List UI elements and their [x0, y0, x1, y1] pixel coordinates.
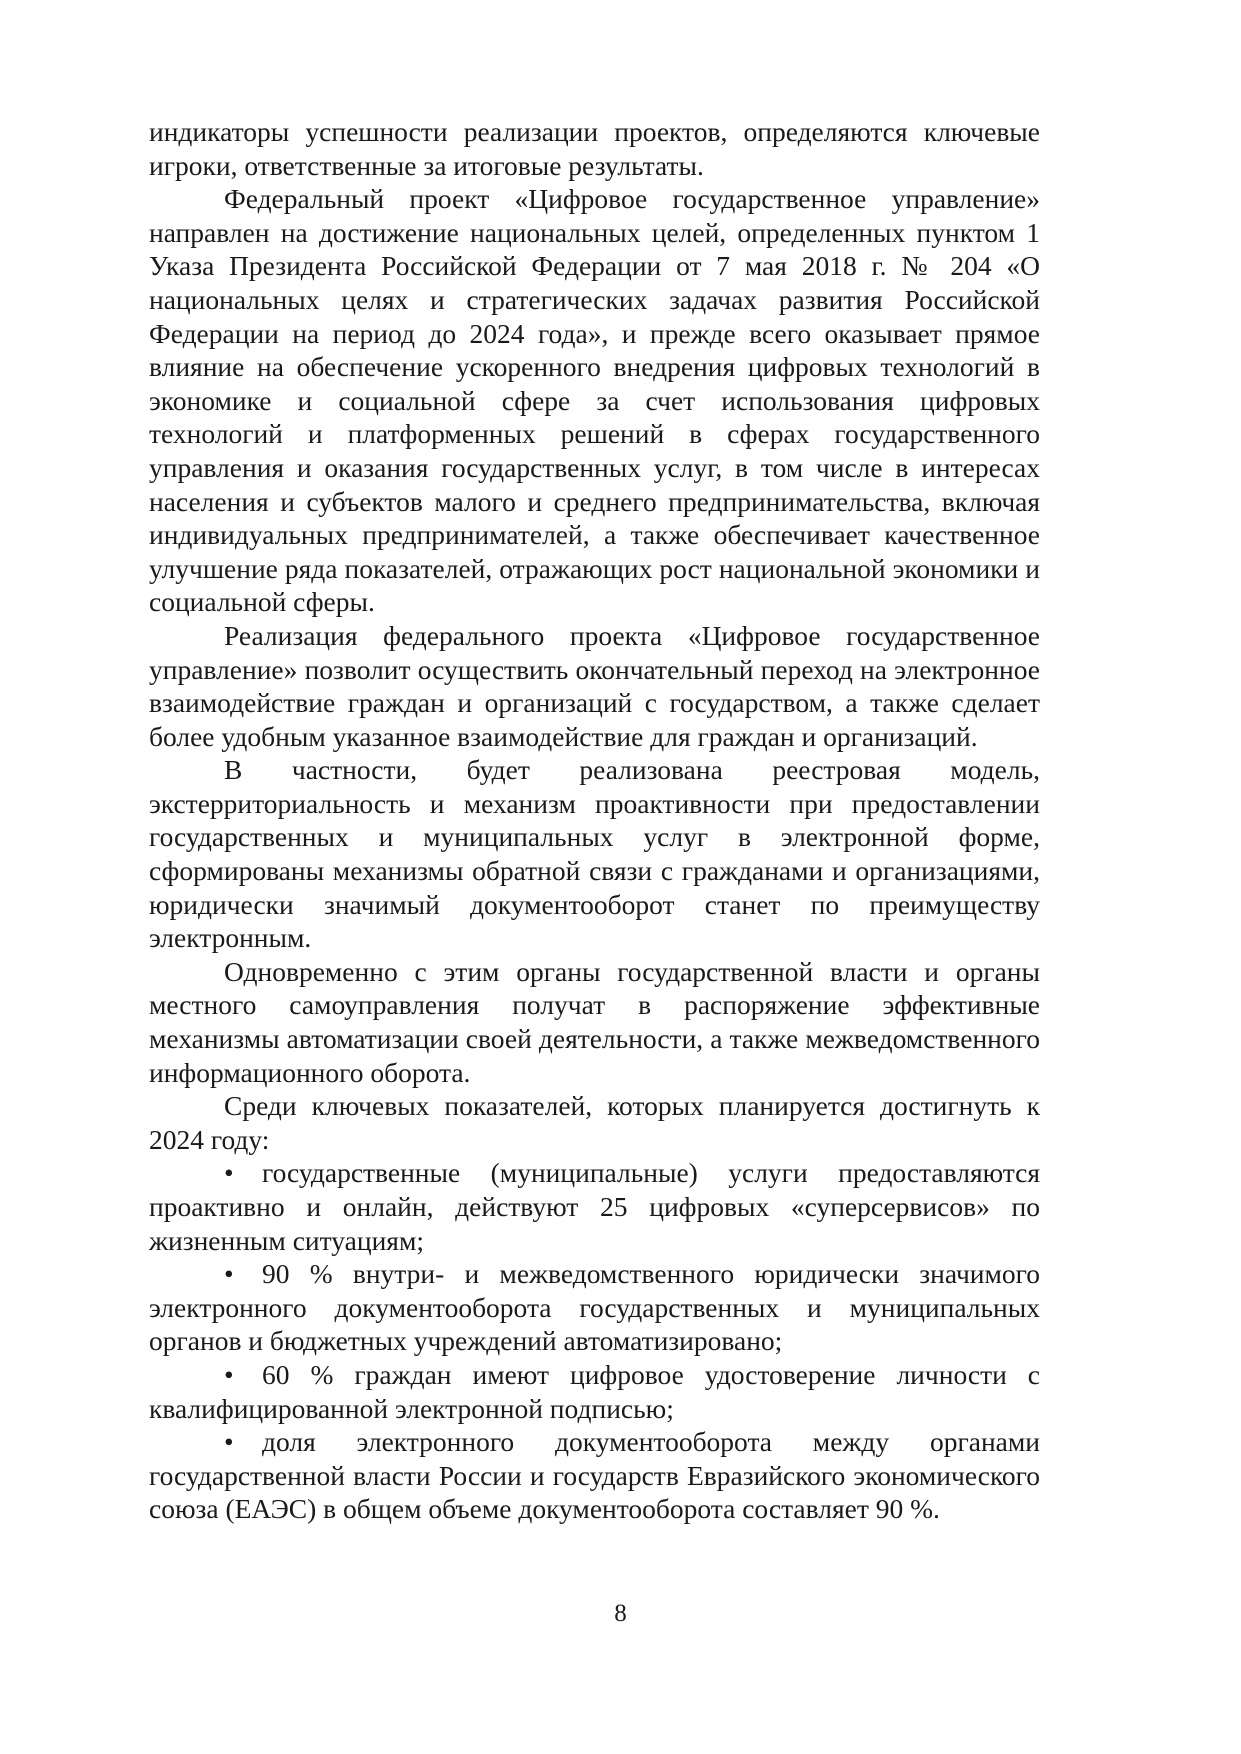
paragraph-implementation: Реализация федерального проекта «Цифровое государственное управление» позволит осуществить окончательный переход на электронное взаимодействие граждан и организаций с государством, а также сделает более удобным указанное взаимодействие для граждан и организаций. — [149, 619, 1040, 752]
bullet-icon: • — [224, 1157, 234, 1189]
paragraph-in-particular: В частности, будет реализована реестровая модель, экстерриториальность и механизм проактивности при предоставлении государственных и муниципальных услуг в электронной форме, сформированы механизмы обратной связи с гражданами и организациями, юридически значимый документооборот станет по преимуществу электронным. — [149, 754, 1040, 954]
bullet-icon: • — [224, 1258, 234, 1290]
bullet-item — [149, 1257, 1040, 1358]
bullet-item — [149, 1358, 1040, 1425]
page-number: 8 — [614, 1600, 627, 1627]
paragraph-key-indicators-intro: Среди ключевых показателей, которых планируется достигнуть к 2024 году: — [149, 1090, 1040, 1155]
bullet-item — [149, 1156, 1040, 1257]
bullet-text: доля электронного документооборота между органами государственной власти России и государств Евразийского экономического союза (ЕАЭС) в общем объеме документооборота составляет 90 %. — [149, 1426, 1040, 1525]
bullet-icon: • — [224, 1358, 234, 1390]
bullet-text: 60 % граждан имеют цифровое удостоверение личности с квалифицированной электронной подписью; — [149, 1358, 1040, 1424]
paragraph-simultaneously: Одновременно с этим органы государственной власти и органы местного самоуправления получат в распоряжение эффективные механизмы автоматизации своей деятельности, а также межведомственного информационного оборота. — [149, 955, 1040, 1088]
paragraph-continuation: индикаторы успешности реализации проектов, определяются ключевые игроки, ответственные за итоговые результаты. — [149, 116, 1040, 181]
bullet-icon: • — [224, 1426, 234, 1458]
bullet-item — [149, 1425, 1040, 1526]
bullet-text: 90 % внутри- и межведомственного юридически значимого электронного документооборота государственных и муниципальных органов и бюджетных учреждений автоматизировано; — [149, 1258, 1040, 1357]
bullet-text: государственные (муниципальные) услуги предоставляются проактивно и онлайн, действуют 25 цифровых «суперсервисов» по жизненным ситуациям; — [149, 1157, 1040, 1256]
paragraph-federal-project: Федеральный проект «Цифровое государственное управление» направлен на достижение национальных целей, определенных пунктом 1 Указа Президента Российской Федерации от 7 мая 2018 г. № 204 «О национальных целях и стратегических задачах развития Российской Федерации на период до 2024 года», и прежде всего оказывает прямое влияние на обеспечение ускоренного внедрения цифровых технологий в экономике и социальной сфере за счет использования цифровых технологий и платформенных решений в сферах государственного управления и оказания государственных услуг, в том числе в интересах населения и субъектов малого и среднего предпринимательства, включая индивидуальных предпринимателей, а также обеспечивает качественное улучшение ряда показателей, отражающих рост национальной экономики и социальной сферы. — [149, 183, 1040, 618]
body-text — [149, 115, 1040, 1526]
